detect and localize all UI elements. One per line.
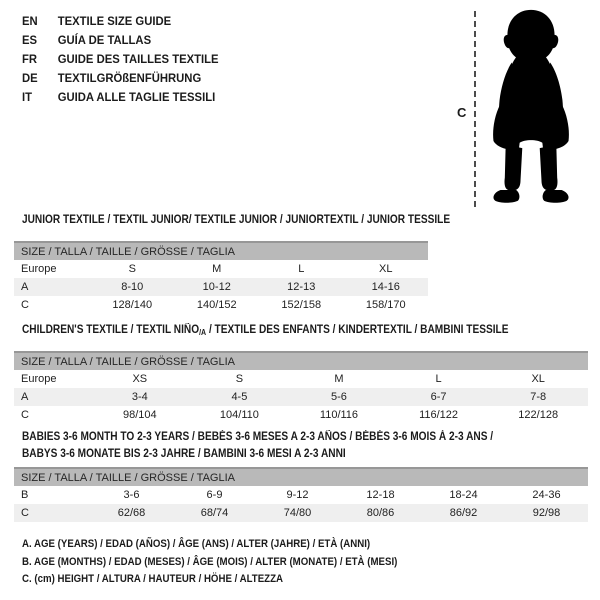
- language-title: GUÍA DE TALLAS: [57, 33, 152, 47]
- size-cell: 152/158: [281, 299, 322, 311]
- size-cell: 104/110: [219, 409, 259, 421]
- table-row: [14, 278, 428, 296]
- size-table: [14, 351, 588, 424]
- size-cell: 80/86: [366, 507, 395, 519]
- table-header-bar: SIZE / TALLA / TAILLE / GRÖSSE / TAGLIA: [14, 352, 588, 370]
- babies-size-table: [14, 467, 588, 522]
- footnote-a: A. AGE (YEARS) / EDAD (AÑOS) / ÂGE (ANS) / ALTER (JAHRE) / ETÀ (ANNI): [22, 538, 371, 550]
- language-row: [22, 50, 219, 69]
- size-cell: 5-6: [331, 391, 347, 403]
- size-table: [14, 241, 428, 314]
- size-cell: S: [235, 373, 244, 385]
- section-title-line1: BABIES 3-6 MONTH TO 2-3 YEARS / BEBÉS 3-6 MESES A 2-3 AÑOS / BÉBÉS 3-6 MOIS À 2-3 ANS /: [22, 431, 494, 443]
- section-title-line2: BABYS 3-6 MONATE BIS 2-3 JAHRE / BAMBINI 3-6 MESI A 2-3 ANNI: [22, 447, 346, 460]
- section-title-text: CHILDREN'S TEXTILE / TEXTIL NIÑO: [22, 324, 200, 336]
- size-cell: 98/104: [122, 409, 157, 421]
- size-cell: 3-4: [131, 391, 148, 403]
- size-cell: 12-18: [366, 489, 395, 501]
- row-label: C: [21, 299, 29, 311]
- language-code: DE: [22, 71, 38, 85]
- row-label: A: [21, 281, 29, 293]
- language-code: IT: [22, 90, 33, 104]
- table-row: [14, 296, 428, 314]
- language-code: ES: [22, 33, 38, 47]
- table-header-bar: SIZE / TALLA / TAILLE / GRÖSSE / TAGLIA: [14, 468, 588, 486]
- table-row: [14, 504, 588, 522]
- row-label: B: [21, 489, 29, 501]
- row-label: C: [21, 507, 29, 519]
- size-cell: 116/122: [419, 409, 459, 421]
- table-row: [14, 388, 588, 406]
- size-cell: 7-8: [530, 391, 547, 403]
- section-title-junior: JUNIOR TEXTILE / TEXTIL JUNIOR/ TEXTILE JUNIOR / JUNIORTEXTIL / JUNIOR TESSILE: [22, 214, 451, 226]
- size-cell: 110/116: [319, 409, 359, 421]
- section-title-subscript: /A: [199, 328, 207, 337]
- junior-size-table: [14, 241, 428, 314]
- language-row: [22, 88, 219, 107]
- size-cell: L: [298, 263, 305, 275]
- size-cell: 9-12: [286, 489, 309, 501]
- size-cell: M: [212, 263, 222, 275]
- row-label: Europe: [21, 263, 57, 275]
- language-title: TEXTILGRÖßENFÜHRUNG: [57, 71, 202, 85]
- table-header-bar: SIZE / TALLA / TAILLE / GRÖSSE / TAGLIA: [14, 242, 428, 260]
- language-title: GUIDE DES TAILLES TEXTILE: [57, 52, 219, 66]
- footnote-c: C. (cm) HEIGHT / ALTURA / HAUTEUR / HÖHE / ALTEZZA: [22, 573, 284, 585]
- size-cell: 8-10: [121, 281, 144, 293]
- size-cell: S: [128, 263, 136, 275]
- size-cell: M: [334, 373, 344, 385]
- row-label: C: [21, 409, 29, 421]
- size-cell: 14-16: [371, 281, 400, 293]
- size-cell: 62/68: [117, 507, 146, 519]
- size-cell: XL: [379, 263, 393, 275]
- size-cell: 6-7: [430, 391, 447, 403]
- height-measure-label: C: [457, 105, 467, 120]
- table-row: [14, 370, 588, 388]
- size-cell: 12-13: [287, 281, 316, 293]
- language-row: [22, 12, 219, 31]
- size-table: [14, 467, 588, 522]
- size-cell: 128/140: [112, 299, 153, 311]
- language-title: GUIDA ALLE TAGLIE TESSILI: [57, 90, 216, 104]
- size-cell: 86/92: [449, 507, 478, 519]
- size-cell: 6-9: [206, 489, 223, 501]
- section-title-children: [22, 324, 508, 337]
- size-cell: 3-6: [123, 489, 140, 501]
- table-row: [14, 406, 588, 424]
- section-title-babies: [22, 429, 493, 462]
- language-row: [22, 31, 219, 50]
- language-code: EN: [22, 14, 38, 28]
- size-cell: 4-5: [231, 391, 248, 403]
- language-list: [22, 12, 219, 107]
- language-title: TEXTILE SIZE GUIDE: [57, 14, 172, 28]
- footnotes: [22, 536, 397, 589]
- size-cell: XS: [132, 373, 148, 385]
- size-cell: 158/170: [365, 299, 406, 311]
- size-cell: 122/128: [518, 409, 559, 421]
- size-cell: 68/74: [200, 507, 229, 519]
- size-cell: 74/80: [283, 507, 312, 519]
- size-cell: 24-36: [532, 489, 561, 501]
- size-cell: 140/152: [196, 299, 237, 311]
- size-cell: 92/98: [532, 507, 561, 519]
- size-cell: 10-12: [202, 281, 231, 293]
- row-label: A: [21, 391, 29, 403]
- language-row: [22, 69, 219, 88]
- baby-silhouette: [483, 9, 579, 207]
- height-measure-line: [474, 11, 476, 207]
- size-cell: 18-24: [449, 489, 478, 501]
- size-cell: L: [435, 373, 442, 385]
- footnote-b: B. AGE (MONTHS) / EDAD (MESES) / ÂGE (MOIS) / ALTER (MONATE) / ETÀ (MESI): [22, 555, 398, 568]
- language-code: FR: [22, 52, 38, 66]
- table-row: [14, 486, 588, 504]
- size-cell: XL: [531, 373, 545, 385]
- children-size-table: [14, 351, 588, 424]
- section-title-text: / TEXTILE DES ENFANTS / KINDERTEXTIL / BAMBINI TESSILE: [206, 324, 509, 336]
- row-label: Europe: [21, 373, 57, 385]
- table-row: [14, 260, 428, 278]
